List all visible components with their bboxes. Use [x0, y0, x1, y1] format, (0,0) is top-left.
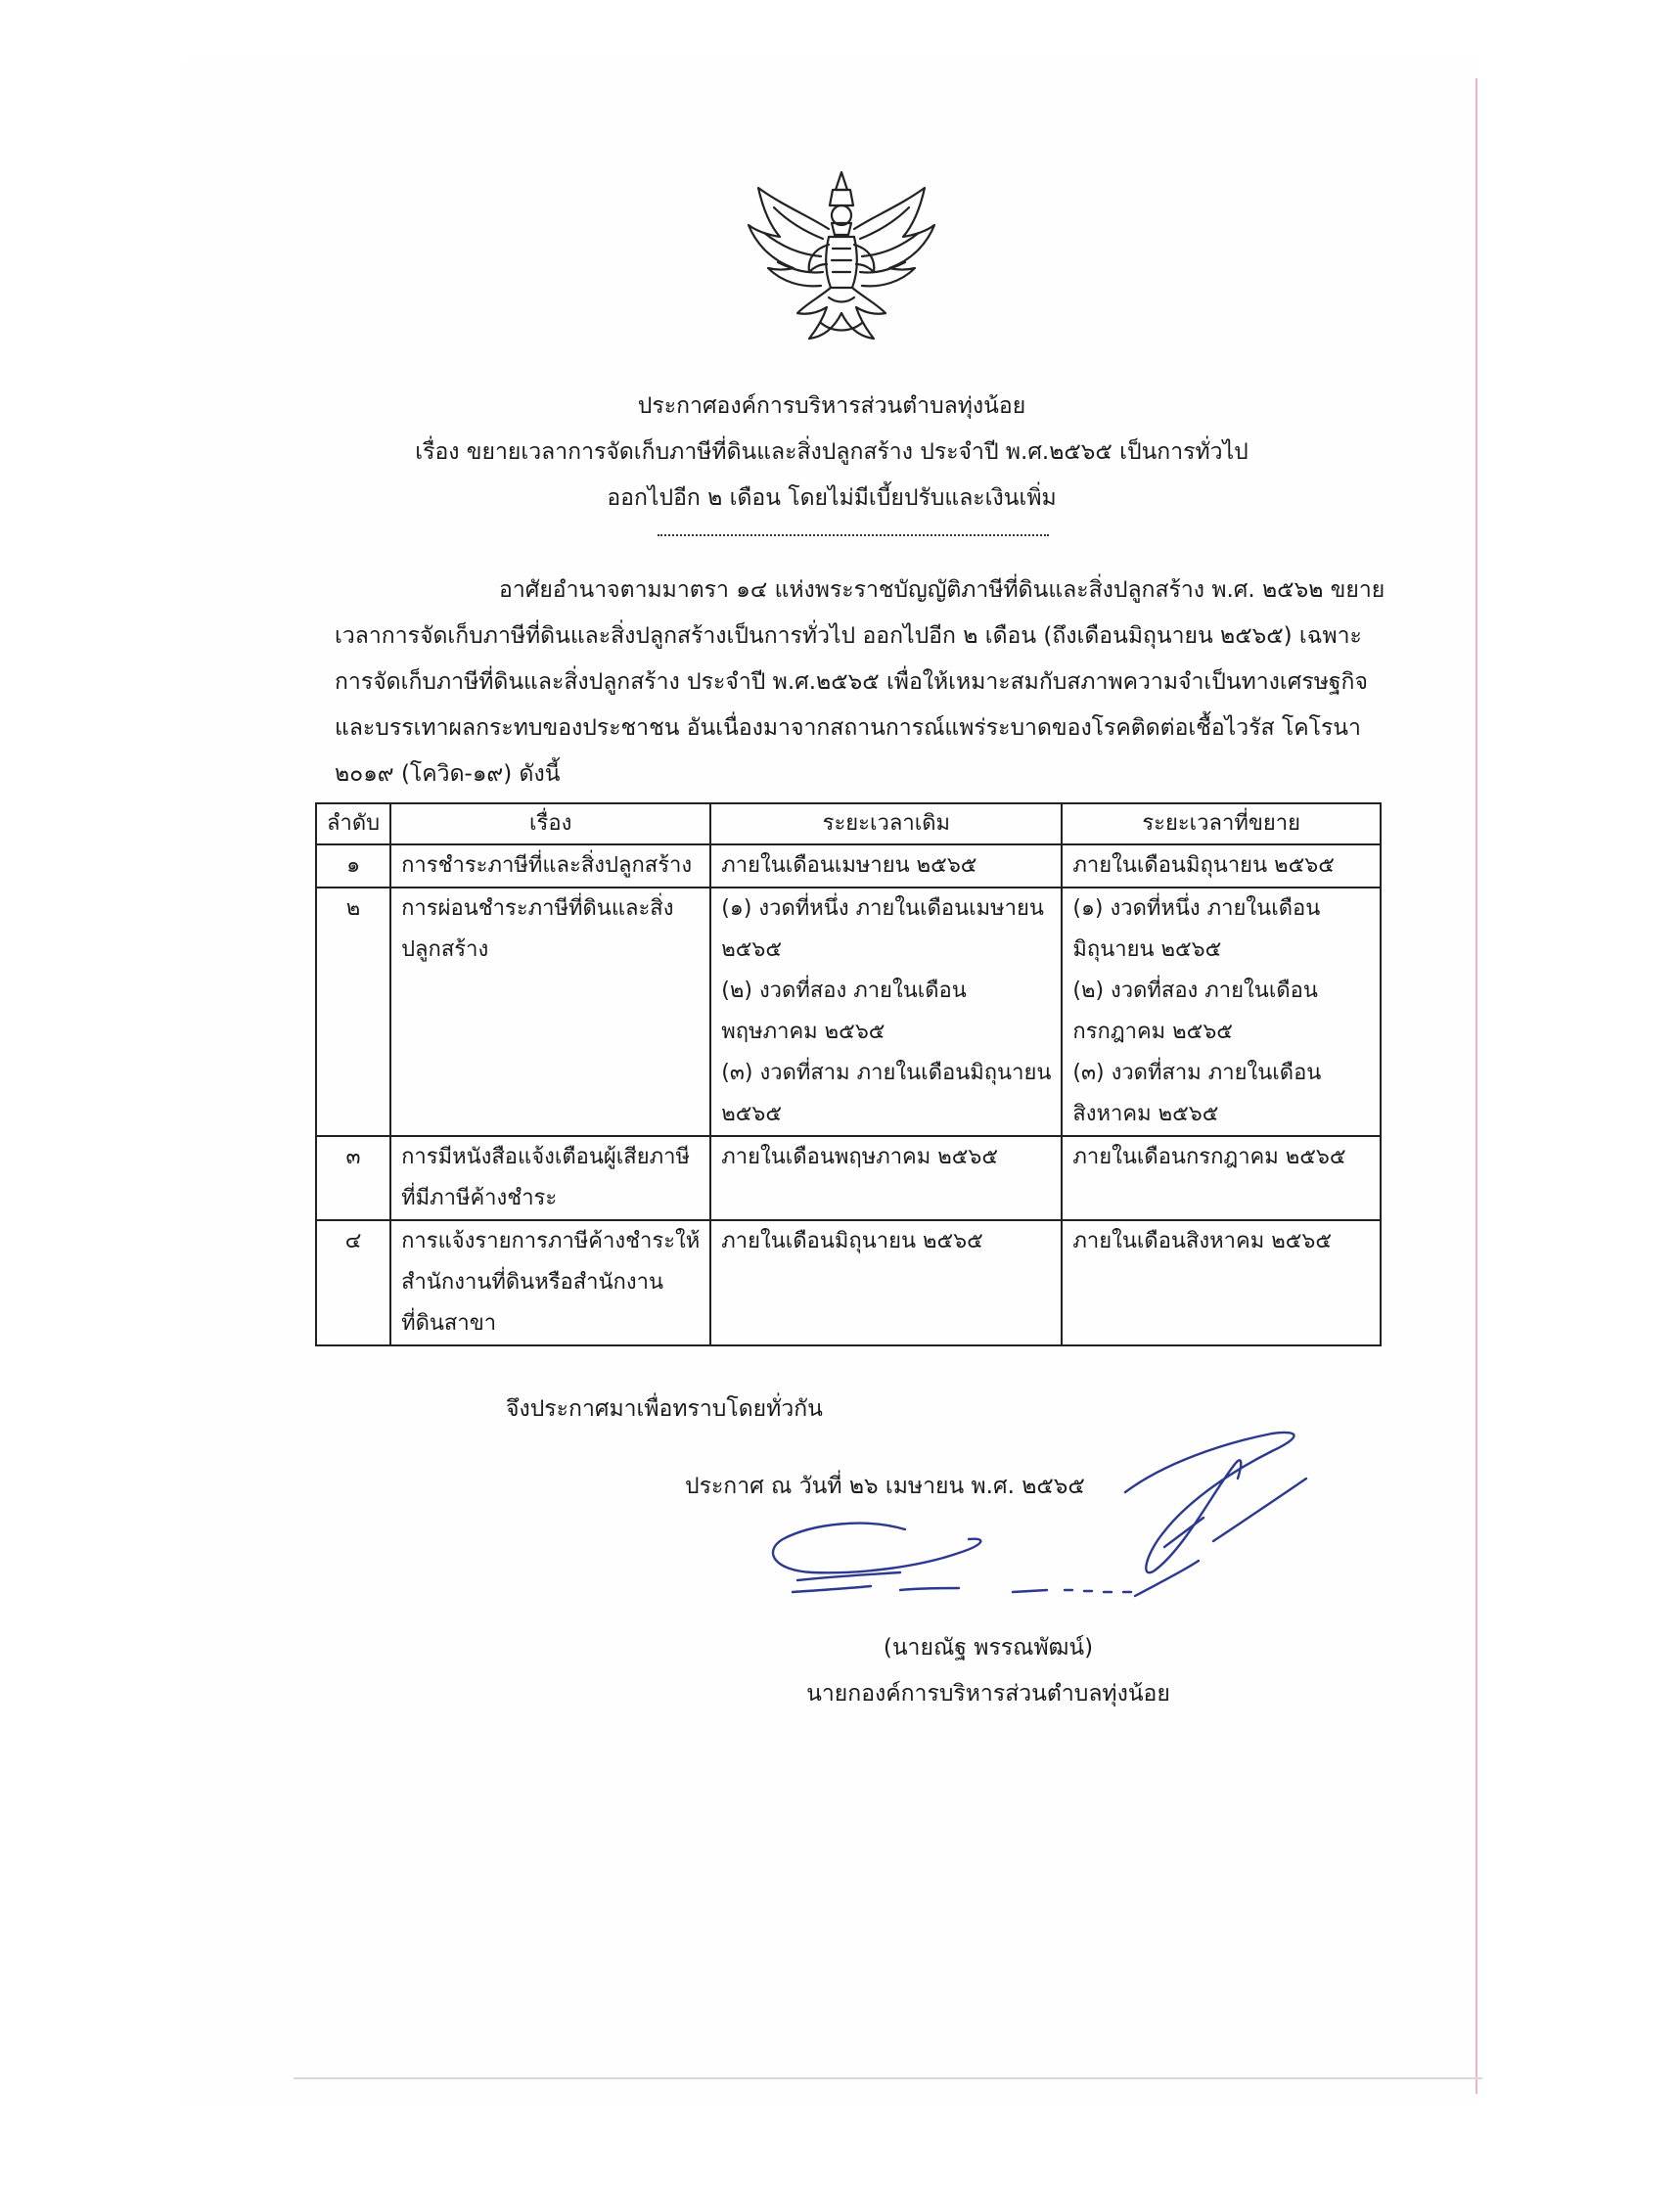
table-row	[316, 1220, 1381, 1345]
cell-line: การชำระภาษีที่และสิ่งปลูกสร้าง	[401, 853, 693, 878]
row-original-period	[710, 1136, 1062, 1220]
page-edge	[1476, 78, 1477, 2094]
row-original-period	[710, 844, 1062, 888]
table-header-row	[316, 803, 1381, 844]
row-original-period	[710, 888, 1062, 1136]
row-number: ๑	[316, 844, 390, 888]
cell-line: ภายในเดือนเมษายน ๒๕๖๕	[721, 853, 977, 878]
cell-line: สำนักงานที่ดินหรือสำนักงาน	[401, 1270, 664, 1295]
announcement-date: ประกาศ ณ วันที่ ๒๖ เมษายน พ.ศ. ๒๕๖๕	[685, 1474, 1085, 1499]
cell-line: (๒) งวดที่สอง ภายในเดือน	[721, 979, 967, 1003]
table-row	[316, 888, 1381, 1136]
body-line: เวลาการจัดเก็บภาษีที่ดินและสิ่งปลูกสร้างเป็นการทั่วไป ออกไปอีก ๒ เดือน (ถึงเดือนมิถุนายน ๒๕๖๕) เฉพาะ	[335, 623, 1362, 649]
dotted-separator	[658, 534, 1049, 536]
table-row	[316, 1136, 1381, 1220]
cell-line: การมีหนังสือแจ้งเตือนผู้เสียภาษี	[401, 1145, 690, 1169]
body-line: การจัดเก็บภาษีที่ดินและสิ่งปลูกสร้าง ประจำปี พ.ศ.๒๕๖๕ เพื่อให้เหมาะสมกับสภาพความจำเป็นทางเศรษฐกิจ	[335, 669, 1368, 695]
cell-line: (๓) งวดที่สาม ภายในเดือนมิถุนายน	[721, 1061, 1052, 1085]
row-number: ๓	[316, 1136, 390, 1220]
cell-line: ภายในเดือนสิงหาคม ๒๕๖๕	[1072, 1229, 1332, 1253]
cell-line: กรกฎาคม ๒๕๖๕	[1072, 1020, 1233, 1044]
announcement-subject: เรื่อง ขยายเวลาการจัดเก็บภาษีที่ดินและสิ่งปลูกสร้าง ประจำปี พ.ศ.๒๕๖๕ เป็นการทั่วไป	[415, 439, 1249, 465]
closing-text: จึงประกาศมาเพื่อทราบโดยทั่วกัน	[506, 1396, 823, 1422]
cell-line: (๑) งวดที่หนึ่ง ภายในเดือนเมษายน	[721, 896, 1044, 921]
cell-line: (๓) งวดที่สาม ภายในเดือน	[1072, 1061, 1322, 1085]
cell-line: มิถุนายน ๒๕๖๕	[1072, 937, 1222, 962]
body-line: และบรรเทาผลกระทบของประชาชน อันเนื่องมาจากสถานการณ์แพร่ระบาดของโรคติดต่อเชื้อไวรัส โคโรนา	[335, 715, 1361, 741]
garuda-emblem-icon	[739, 166, 944, 352]
cell-line: ภายในเดือนพฤษภาคม ๒๕๖๕	[721, 1145, 999, 1169]
cell-line: การแจ้งรายการภาษีค้างชำระให้	[401, 1229, 701, 1253]
row-extended-period	[1062, 888, 1381, 1136]
row-extended-period	[1062, 1136, 1381, 1220]
signer-name: (นายณัฐ พรรณพัฒน์)	[883, 1635, 1094, 1661]
cell-line: สิงหาคม ๒๕๖๕	[1072, 1102, 1219, 1126]
announcement-title: ประกาศองค์การบริหารส่วนตำบลทุ่งน้อย	[637, 393, 1026, 419]
row-topic	[390, 844, 710, 888]
cell-line: (๑) งวดที่หนึ่ง ภายในเดือน	[1072, 896, 1321, 921]
header-extended: ระยะเวลาที่ขยาย	[1062, 803, 1381, 844]
announcement-subject-cont: ออกไปอีก ๒ เดือน โดยไม่มีเบี้ยปรับและเงินเพิ่ม	[607, 485, 1057, 511]
cell-line: พฤษภาคม ๒๕๖๕	[721, 1020, 885, 1044]
header-original: ระยะเวลาเดิม	[710, 803, 1062, 844]
cell-line: ภายในเดือนมิถุนายน ๒๕๖๕	[1072, 853, 1335, 878]
row-extended-period	[1062, 1220, 1381, 1345]
cell-line: ๒๕๖๕	[721, 1102, 783, 1126]
row-number: ๔	[316, 1220, 390, 1345]
cell-line: ภายในเดือนมิถุนายน ๒๕๖๕	[721, 1229, 983, 1253]
row-topic	[390, 1136, 710, 1220]
cell-line: ที่มีภาษีค้างชำระ	[401, 1186, 558, 1210]
header-no: ลำดับ	[316, 803, 390, 844]
handwritten-signature	[753, 1424, 1370, 1619]
row-extended-period	[1062, 844, 1381, 888]
row-topic	[390, 888, 710, 1136]
row-number: ๒	[316, 888, 390, 1136]
body-line: อาศัยอำนาจตามมาตรา ๑๔ แห่งพระราชบัญญัติภาษีที่ดินและสิ่งปลูกสร้าง พ.ศ. ๒๕๖๒ ขยาย	[499, 577, 1385, 603]
schedule-table	[315, 802, 1382, 1346]
cell-line: ๒๕๖๕	[721, 937, 783, 962]
signer-position: นายกองค์การบริหารส่วนตำบลทุ่งน้อย	[806, 1681, 1170, 1707]
cell-line: ที่ดินสาขา	[401, 1311, 497, 1336]
cell-line: (๒) งวดที่สอง ภายในเดือน	[1072, 979, 1318, 1003]
cell-line: ปลูกสร้าง	[401, 937, 489, 962]
header-topic: เรื่อง	[390, 803, 710, 844]
page-edge-bottom	[294, 2077, 1482, 2079]
table-row	[316, 844, 1381, 888]
row-topic	[390, 1220, 710, 1345]
row-original-period	[710, 1220, 1062, 1345]
cell-line: การผ่อนชำระภาษีที่ดินและสิ่ง	[401, 896, 674, 921]
cell-line: ภายในเดือนกรกฎาคม ๒๕๖๕	[1072, 1145, 1346, 1169]
body-line: ๒๐๑๙ (โควิด-๑๙) ดังนี้	[335, 761, 561, 787]
